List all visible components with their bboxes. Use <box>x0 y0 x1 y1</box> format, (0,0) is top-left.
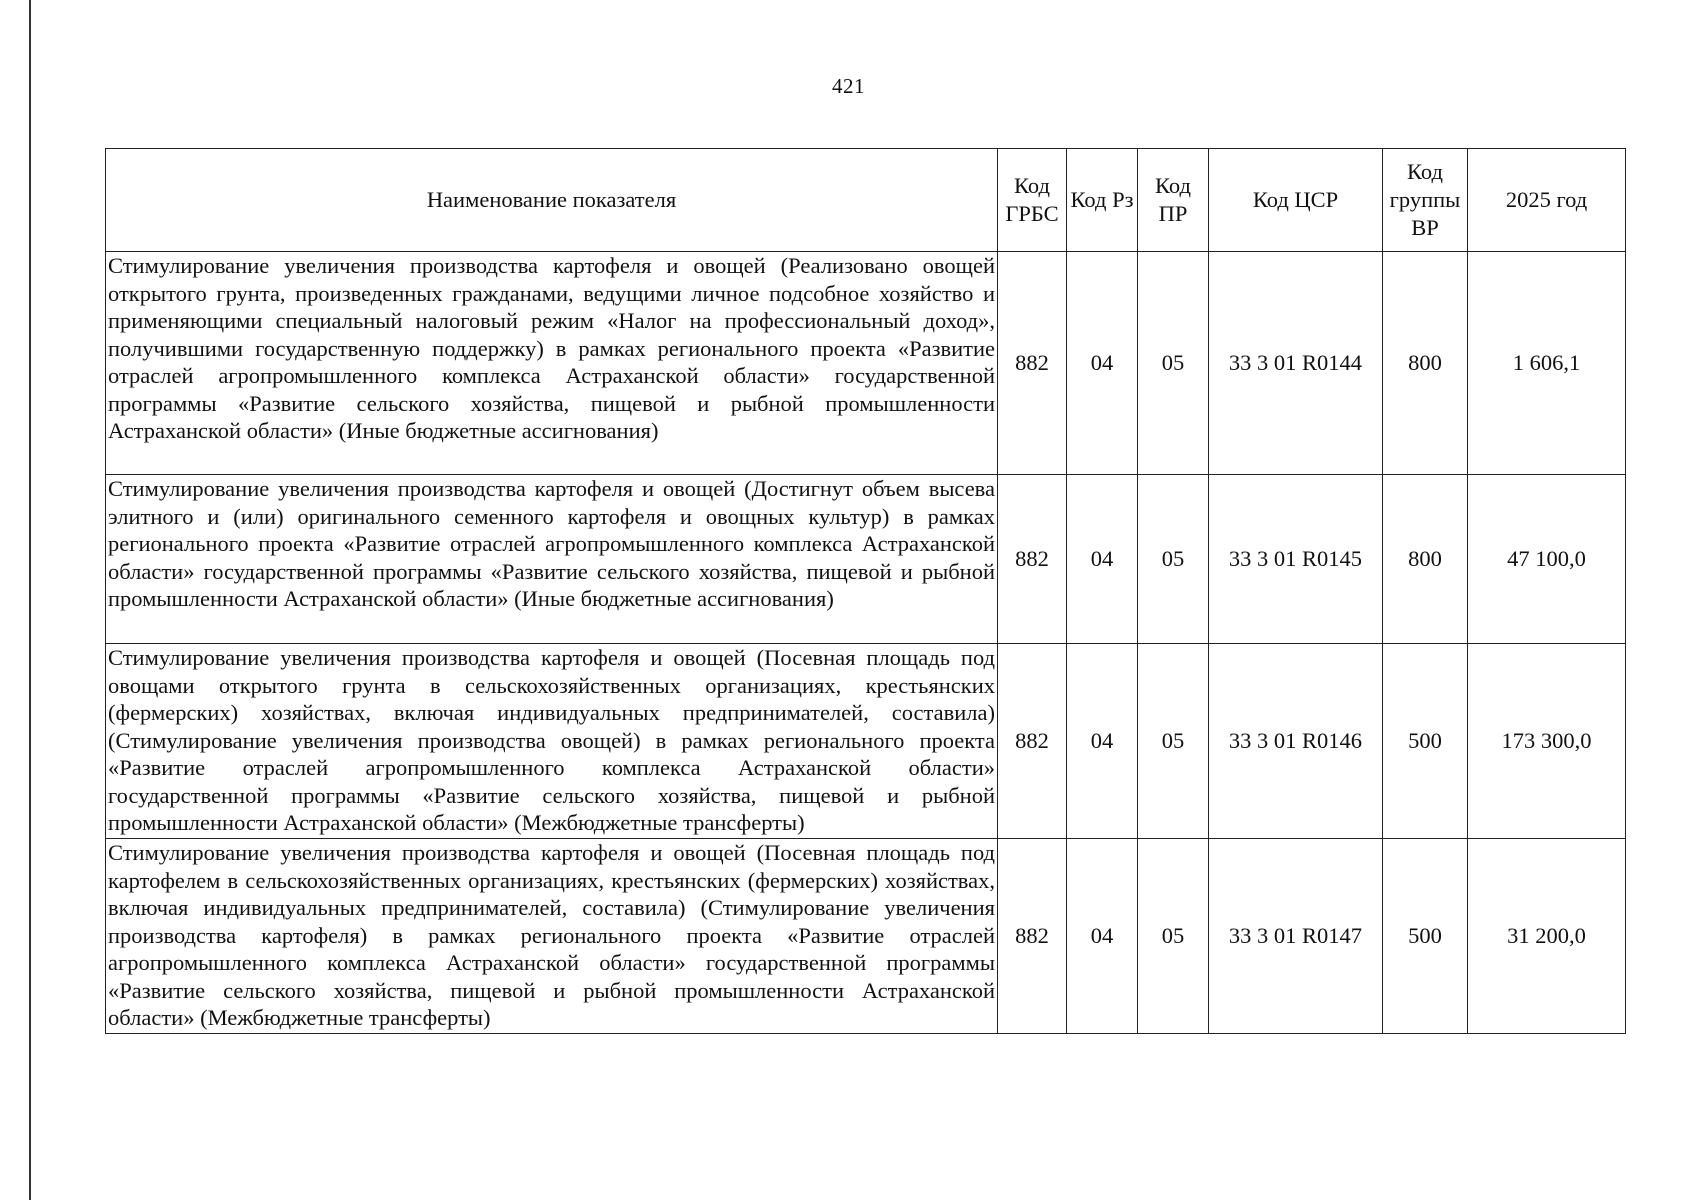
header-pr: Код ПР <box>1138 149 1209 252</box>
cell-pr: 05 <box>1138 252 1209 475</box>
cell-grbs: 882 <box>998 252 1067 475</box>
cell-rz: 04 <box>1067 839 1138 1034</box>
header-csr: Код ЦСР <box>1209 149 1383 252</box>
table-row <box>106 839 1626 1034</box>
cell-vr: 500 <box>1383 839 1468 1034</box>
cell-name: Стимулирование увеличения производства картофеля и овощей (Достигнут объем высева элитного и (или) оригинального семенного картофеля и овощных культур) в рамках регионального проекта «Развитие отраслей агропромышленного комплекса Астраханской области» государственной программы «Развитие сельского хозяйства, пищевой и рыбной промышленности Астраханской области» (Иные бюджетные ассигнования) <box>106 475 998 644</box>
cell-csr: 33 3 01 R0147 <box>1209 839 1383 1034</box>
cell-name: Стимулирование увеличения производства картофеля и овощей (Реализовано овощей открытого грунта, произведенных гражданами, ведущими личное подсобное хозяйство и применяющими специальный налоговый режим «Налог на профессиональный доход», получившими государственную поддержку) в рамках регионального проекта «Развитие отраслей агропромышленного комплекса Астраханской области» государственной программы «Развитие сельского хозяйства, пищевой и рыбной промышленности Астраханской области» (Иные бюджетные ассигнования) <box>106 252 998 475</box>
cell-csr: 33 3 01 R0145 <box>1209 475 1383 644</box>
header-rz: Код Рз <box>1067 149 1138 252</box>
table-row <box>106 252 1626 475</box>
cell-grbs: 882 <box>998 475 1067 644</box>
cell-csr: 33 3 01 R0146 <box>1209 644 1383 839</box>
header-year: 2025 год <box>1468 149 1626 252</box>
cell-grbs: 882 <box>998 839 1067 1034</box>
cell-name: Стимулирование увеличения производства картофеля и овощей (Посевная площадь под картофелем в сельскохозяйственных организациях, крестьянских (фермерских) хозяйствах, включая индивидуальных предпринимателей, составила) (Стимулирование увеличения производства картофеля) в рамках регионального проекта «Развитие отраслей агропромышленного комплекса Астраханской области» государственной программы «Развитие сельского хозяйства, пищевой и рыбной промышленности Астраханской области» (Межбюджетные трансферты) <box>106 839 998 1034</box>
table-row <box>106 644 1626 839</box>
cell-amount: 1 606,1 <box>1468 252 1626 475</box>
cell-rz: 04 <box>1067 644 1138 839</box>
cell-name: Стимулирование увеличения производства картофеля и овощей (Посевная площадь под овощами открытого грунта в сельскохозяйственных организациях, крестьянских (фермерских) хозяйствах, включая индивидуальных предпринимателей, составила) (Стимулирование увеличения производства овощей) в рамках регионального проекта «Развитие отраслей агропромышленного комплекса Астраханской области» государственной программы «Развитие сельского хозяйства, пищевой и рыбной промышленности Астраханской области» (Межбюджетные трансферты) <box>106 644 998 839</box>
cell-amount: 47 100,0 <box>1468 475 1626 644</box>
header-vr: Код группы ВР <box>1383 149 1468 252</box>
header-grbs: Код ГРБС <box>998 149 1067 252</box>
header-name: Наименование показателя <box>106 149 998 252</box>
cell-vr: 800 <box>1383 252 1468 475</box>
cell-amount: 31 200,0 <box>1468 839 1626 1034</box>
budget-table <box>105 148 1626 1034</box>
cell-rz: 04 <box>1067 475 1138 644</box>
cell-vr: 800 <box>1383 475 1468 644</box>
left-margin-rule <box>29 0 31 1200</box>
page-number: 421 <box>832 74 865 98</box>
table-header-row <box>106 149 1626 252</box>
cell-grbs: 882 <box>998 644 1067 839</box>
cell-amount: 173 300,0 <box>1468 644 1626 839</box>
cell-csr: 33 3 01 R0144 <box>1209 252 1383 475</box>
cell-pr: 05 <box>1138 475 1209 644</box>
cell-vr: 500 <box>1383 644 1468 839</box>
cell-rz: 04 <box>1067 252 1138 475</box>
table-row <box>106 475 1626 644</box>
cell-pr: 05 <box>1138 839 1209 1034</box>
cell-pr: 05 <box>1138 644 1209 839</box>
